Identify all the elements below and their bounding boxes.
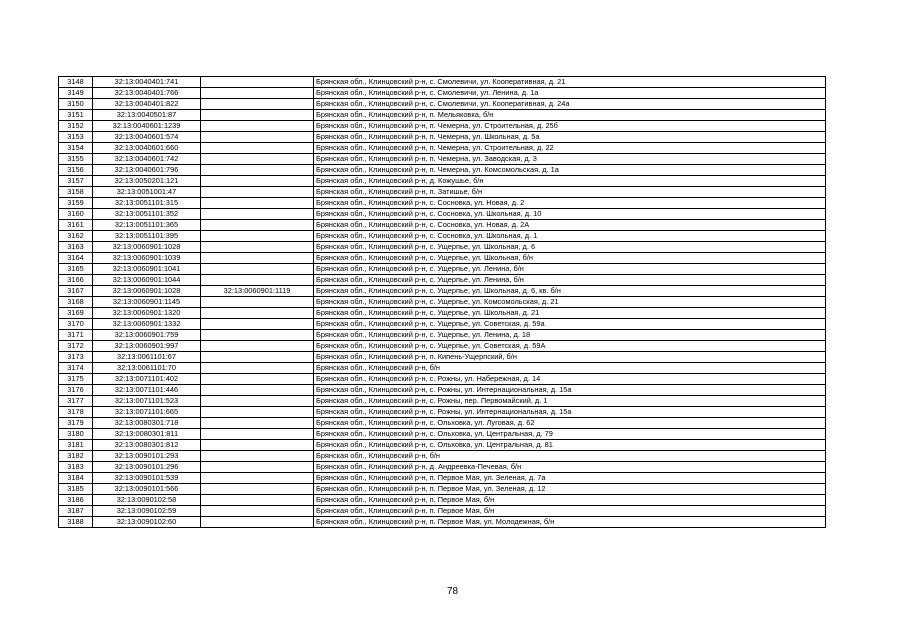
- row-number-cell: 3163: [59, 242, 93, 253]
- address-cell: Брянская обл., Клинцовский р-н, с. Смолевичи, ул. Ленина, д. 1а: [314, 88, 826, 99]
- row-number-cell: 3188: [59, 517, 93, 528]
- address-cell: Брянская обл., Клинцовский р-н, п. Чемерна, ул. Комсомольская, д. 1а: [314, 165, 826, 176]
- secondary-cadastral-number-cell: [201, 308, 314, 319]
- cadastral-number-cell: 32:13:0060901:1041: [93, 264, 201, 275]
- row-number-cell: 3149: [59, 88, 93, 99]
- table-row: [59, 176, 826, 187]
- cadastral-number-cell: 32:13:0060901:1320: [93, 308, 201, 319]
- address-cell: Брянская обл., Клинцовский р-н, с. Ущерпье, ул. Ленина, б/н: [314, 264, 826, 275]
- row-number-cell: 3153: [59, 132, 93, 143]
- table-body: [59, 77, 826, 528]
- address-cell: Брянская обл., Клинцовский р-н, с. Ольховка, ул. Луговая, д. 62: [314, 418, 826, 429]
- secondary-cadastral-number-cell: [201, 77, 314, 88]
- cadastral-number-cell: 32:13:0040601:1239: [93, 121, 201, 132]
- secondary-cadastral-number-cell: [201, 253, 314, 264]
- table-row: [59, 110, 826, 121]
- secondary-cadastral-number-cell: [201, 495, 314, 506]
- secondary-cadastral-number-cell: [201, 198, 314, 209]
- row-number-cell: 3159: [59, 198, 93, 209]
- secondary-cadastral-number-cell: [201, 517, 314, 528]
- row-number-cell: 3175: [59, 374, 93, 385]
- table-row: [59, 319, 826, 330]
- row-number-cell: 3177: [59, 396, 93, 407]
- row-number-cell: 3181: [59, 440, 93, 451]
- table-row: [59, 495, 826, 506]
- address-cell: Брянская обл., Клинцовский р-н, п. Кипень-Ущерпский, б/н: [314, 352, 826, 363]
- secondary-cadastral-number-cell: [201, 440, 314, 451]
- cadastral-number-cell: 32:13:0060901:1044: [93, 275, 201, 286]
- table-row: [59, 143, 826, 154]
- row-number-cell: 3170: [59, 319, 93, 330]
- row-number-cell: 3171: [59, 330, 93, 341]
- table-row: [59, 330, 826, 341]
- cadastral-number-cell: 32:13:0040601:660: [93, 143, 201, 154]
- cadastral-number-cell: 32:13:0090102:59: [93, 506, 201, 517]
- table-row: [59, 451, 826, 462]
- secondary-cadastral-number-cell: [201, 121, 314, 132]
- table-row: [59, 220, 826, 231]
- row-number-cell: 3179: [59, 418, 93, 429]
- cadastral-number-cell: 32:13:0051101:395: [93, 231, 201, 242]
- table-row: [59, 88, 826, 99]
- secondary-cadastral-number-cell: [201, 374, 314, 385]
- address-cell: Брянская обл., Клинцовский р-н, с. Смолевичи, ул. Кооперативная, д. 24а: [314, 99, 826, 110]
- address-cell: Брянская обл., Клинцовский р-н, с. Сосновка, ул. Школьная, д. 10: [314, 209, 826, 220]
- row-number-cell: 3174: [59, 363, 93, 374]
- secondary-cadastral-number-cell: [201, 319, 314, 330]
- table-row: [59, 242, 826, 253]
- address-cell: Брянская обл., Клинцовский р-н, с. Рожны, ул. Набережная, д. 14: [314, 374, 826, 385]
- table-row: [59, 154, 826, 165]
- row-number-cell: 3151: [59, 110, 93, 121]
- table-row: [59, 440, 826, 451]
- address-cell: Брянская обл., Клинцовский р-н, с. Сосновка, ул. Новая, д. 2: [314, 198, 826, 209]
- secondary-cadastral-number-cell: [201, 176, 314, 187]
- row-number-cell: 3166: [59, 275, 93, 286]
- address-cell: Брянская обл., Клинцовский р-н, п. Чемерна, ул. Строительная, д. 22: [314, 143, 826, 154]
- secondary-cadastral-number-cell: [201, 385, 314, 396]
- cadastral-number-cell: 32:13:0071101:402: [93, 374, 201, 385]
- table-row: [59, 99, 826, 110]
- row-number-cell: 3155: [59, 154, 93, 165]
- address-cell: Брянская обл., Клинцовский р-н, с. Ущерпье, ул. Советская, д. 59А: [314, 341, 826, 352]
- secondary-cadastral-number-cell: [201, 484, 314, 495]
- cadastral-number-cell: 32:13:0080301:812: [93, 440, 201, 451]
- address-cell: Брянская обл., Клинцовский р-н, с. Ущерпье, ул. Школьная, д. 6, кв. б/н: [314, 286, 826, 297]
- cadastral-number-cell: 32:13:0040401:741: [93, 77, 201, 88]
- secondary-cadastral-number-cell: [201, 264, 314, 275]
- row-number-cell: 3148: [59, 77, 93, 88]
- cadastral-number-cell: 32:13:0051101:315: [93, 198, 201, 209]
- cadastral-number-cell: 32:13:0090101:566: [93, 484, 201, 495]
- address-cell: Брянская обл., Клинцовский р-н, п. Чемерна, ул. Заводская, д. 3: [314, 154, 826, 165]
- row-number-cell: 3182: [59, 451, 93, 462]
- secondary-cadastral-number-cell: [201, 187, 314, 198]
- table-row: [59, 484, 826, 495]
- row-number-cell: 3169: [59, 308, 93, 319]
- secondary-cadastral-number-cell: [201, 88, 314, 99]
- cadastral-number-cell: 32:13:0061101:67: [93, 352, 201, 363]
- secondary-cadastral-number-cell: [201, 341, 314, 352]
- row-number-cell: 3154: [59, 143, 93, 154]
- table-row: [59, 286, 826, 297]
- address-cell: Брянская обл., Клинцовский р-н, с. Ущерпье, ул. Советская, д. 59а: [314, 319, 826, 330]
- row-number-cell: 3150: [59, 99, 93, 110]
- secondary-cadastral-number-cell: [201, 363, 314, 374]
- address-cell: Брянская обл., Клинцовский р-н, д. Андреевка-Печевая, б/н: [314, 462, 826, 473]
- address-cell: Брянская обл., Клинцовский р-н, п. Мельяковка, б/н: [314, 110, 826, 121]
- cadastral-number-cell: 32:13:0040601:796: [93, 165, 201, 176]
- address-cell: Брянская обл., Клинцовский р-н, с. Смолевичи, ул. Кооперативная, д. 21: [314, 77, 826, 88]
- secondary-cadastral-number-cell: [201, 231, 314, 242]
- page-number: 78: [446, 586, 459, 597]
- row-number-cell: 3187: [59, 506, 93, 517]
- row-number-cell: 3167: [59, 286, 93, 297]
- secondary-cadastral-number-cell: [201, 473, 314, 484]
- address-cell: Брянская обл., Клинцовский р-н, п. Чемерна, ул. Строительная, д. 25б: [314, 121, 826, 132]
- address-cell: Брянская обл., Клинцовский р-н, п. Первое Мая, ул. Молодежная, б/н: [314, 517, 826, 528]
- table-row: [59, 209, 826, 220]
- table-row: [59, 517, 826, 528]
- secondary-cadastral-number-cell: [201, 506, 314, 517]
- cadastral-number-cell: 32:13:0090101:293: [93, 451, 201, 462]
- cadastral-number-cell: 32:13:0051101:352: [93, 209, 201, 220]
- address-cell: Брянская обл., Клинцовский р-н, с. Рожны, ул. Интернациональная, д. 15а: [314, 407, 826, 418]
- row-number-cell: 3176: [59, 385, 93, 396]
- table-row: [59, 275, 826, 286]
- cadastral-number-cell: 32:13:0040401:766: [93, 88, 201, 99]
- cadastral-number-cell: 32:13:0060901:1028: [93, 286, 201, 297]
- cadastral-number-cell: 32:13:0090102:60: [93, 517, 201, 528]
- table-row: [59, 132, 826, 143]
- table-row: [59, 462, 826, 473]
- table-row: [59, 308, 826, 319]
- secondary-cadastral-number-cell: [201, 396, 314, 407]
- cadastral-number-cell: 32:13:0060901:1039: [93, 253, 201, 264]
- address-cell: Брянская обл., Клинцовский р-н, п. Чемерна, ул. Школьная, д. 5а: [314, 132, 826, 143]
- row-number-cell: 3180: [59, 429, 93, 440]
- table-row: [59, 429, 826, 440]
- row-number-cell: 3161: [59, 220, 93, 231]
- secondary-cadastral-number-cell: [201, 429, 314, 440]
- table-row: [59, 473, 826, 484]
- cadastral-number-cell: 32:13:0060901:759: [93, 330, 201, 341]
- cadastral-number-cell: 32:13:0061101:70: [93, 363, 201, 374]
- cadastral-number-cell: 32:13:0071101:446: [93, 385, 201, 396]
- table-row: [59, 165, 826, 176]
- cadastral-number-cell: 32:13:0040401:822: [93, 99, 201, 110]
- row-number-cell: 3178: [59, 407, 93, 418]
- address-cell: Брянская обл., Клинцовский р-н, п. Первое Мая, ул. Зеленая, д. 7а: [314, 473, 826, 484]
- address-cell: Брянская обл., Клинцовский р-н, с. Ущерпье, ул. Школьная, б/н: [314, 253, 826, 264]
- cadastral-number-cell: 32:13:0040601:742: [93, 154, 201, 165]
- cadastral-number-cell: 32:13:0090101:296: [93, 462, 201, 473]
- secondary-cadastral-number-cell: [201, 451, 314, 462]
- row-number-cell: 3152: [59, 121, 93, 132]
- secondary-cadastral-number-cell: [201, 418, 314, 429]
- cadastral-number-cell: 32:13:0071101:665: [93, 407, 201, 418]
- cadastral-number-cell: 32:13:0090102:58: [93, 495, 201, 506]
- address-cell: Брянская обл., Клинцовский р-н, с. Ольховка, ул. Центральная, д. 81: [314, 440, 826, 451]
- table-row: [59, 253, 826, 264]
- cadastral-number-cell: 32:13:0080301:811: [93, 429, 201, 440]
- table-row: [59, 77, 826, 88]
- table-row: [59, 396, 826, 407]
- cadastral-number-cell: 32:13:0051001:47: [93, 187, 201, 198]
- table-row: [59, 264, 826, 275]
- address-cell: Брянская обл., Клинцовский р-н, с. Ущерпье, ул. Школьная, д. 6: [314, 242, 826, 253]
- row-number-cell: 3160: [59, 209, 93, 220]
- secondary-cadastral-number-cell: [201, 462, 314, 473]
- address-cell: Брянская обл., Клинцовский р-н, с. Ущерпье, ул. Комсомольская, д. 21: [314, 297, 826, 308]
- address-cell: Брянская обл., Клинцовский р-н, с. Ущерпье, ул. Ленина, б/н: [314, 275, 826, 286]
- address-cell: Брянская обл., Клинцовский р-н, с. Сосновка, ул. Новая, д. 2А: [314, 220, 826, 231]
- secondary-cadastral-number-cell: [201, 330, 314, 341]
- table-row: [59, 385, 826, 396]
- table-row: [59, 231, 826, 242]
- table-row: [59, 374, 826, 385]
- address-cell: Брянская обл., Клинцовский р-н, с. Рожны, пер. Первомайский, д. 1: [314, 396, 826, 407]
- table-row: [59, 198, 826, 209]
- cadastral-number-cell: 32:13:0071101:523: [93, 396, 201, 407]
- secondary-cadastral-number-cell: [201, 275, 314, 286]
- secondary-cadastral-number-cell: [201, 154, 314, 165]
- table-row: [59, 407, 826, 418]
- secondary-cadastral-number-cell: [201, 220, 314, 231]
- row-number-cell: 3165: [59, 264, 93, 275]
- secondary-cadastral-number-cell: [201, 165, 314, 176]
- secondary-cadastral-number-cell: [201, 297, 314, 308]
- secondary-cadastral-number-cell: [201, 242, 314, 253]
- property-table: [58, 76, 826, 528]
- row-number-cell: 3184: [59, 473, 93, 484]
- row-number-cell: 3173: [59, 352, 93, 363]
- secondary-cadastral-number-cell: [201, 143, 314, 154]
- address-cell: Брянская обл., Клинцовский р-н, п. Затишье, б/н: [314, 187, 826, 198]
- cadastral-number-cell: 32:13:0080301:718: [93, 418, 201, 429]
- row-number-cell: 3186: [59, 495, 93, 506]
- address-cell: Брянская обл., Клинцовский р-н, б/н: [314, 363, 826, 374]
- cadastral-number-cell: 32:13:0090101:539: [93, 473, 201, 484]
- row-number-cell: 3185: [59, 484, 93, 495]
- cadastral-number-cell: 32:13:0050201:121: [93, 176, 201, 187]
- row-number-cell: 3164: [59, 253, 93, 264]
- row-number-cell: 3156: [59, 165, 93, 176]
- row-number-cell: 3158: [59, 187, 93, 198]
- row-number-cell: 3172: [59, 341, 93, 352]
- table-row: [59, 341, 826, 352]
- table-row: [59, 418, 826, 429]
- address-cell: Брянская обл., Клинцовский р-н, д. Кожушье, б/н: [314, 176, 826, 187]
- secondary-cadastral-number-cell: [201, 352, 314, 363]
- secondary-cadastral-number-cell: [201, 407, 314, 418]
- table-row: [59, 121, 826, 132]
- address-cell: Брянская обл., Клинцовский р-н, с. Ущерпье, ул. Ленина, д. 18: [314, 330, 826, 341]
- table-row: [59, 187, 826, 198]
- secondary-cadastral-number-cell: [201, 209, 314, 220]
- address-cell: Брянская обл., Клинцовский р-н, с. Ольховка, ул. Центральная, д. 79: [314, 429, 826, 440]
- address-cell: Брянская обл., Клинцовский р-н, п. Первое Мая, б/н: [314, 495, 826, 506]
- address-cell: Брянская обл., Клинцовский р-н, с. Ущерпье, ул. Школьная, д. 21: [314, 308, 826, 319]
- address-cell: Брянская обл., Клинцовский р-н, б/н: [314, 451, 826, 462]
- secondary-cadastral-number-cell: [201, 99, 314, 110]
- address-cell: Брянская обл., Клинцовский р-н, с. Сосновка, ул. Школьная, д. 1: [314, 231, 826, 242]
- address-cell: Брянская обл., Клинцовский р-н, п. Первое Мая, б/н: [314, 506, 826, 517]
- table-row: [59, 297, 826, 308]
- cadastral-number-cell: 32:13:0040501:87: [93, 110, 201, 121]
- cadastral-number-cell: 32:13:0040601:574: [93, 132, 201, 143]
- table-row: [59, 363, 826, 374]
- table-row: [59, 352, 826, 363]
- secondary-cadastral-number-cell: 32:13:0060901:1119: [201, 286, 314, 297]
- address-cell: Брянская обл., Клинцовский р-н, с. Рожны, ул. Интернациональная, д. 15а: [314, 385, 826, 396]
- secondary-cadastral-number-cell: [201, 110, 314, 121]
- row-number-cell: 3168: [59, 297, 93, 308]
- secondary-cadastral-number-cell: [201, 132, 314, 143]
- row-number-cell: 3183: [59, 462, 93, 473]
- row-number-cell: 3157: [59, 176, 93, 187]
- cadastral-number-cell: 32:13:0051101:365: [93, 220, 201, 231]
- cadastral-number-cell: 32:13:0060901:1332: [93, 319, 201, 330]
- table-row: [59, 506, 826, 517]
- address-cell: Брянская обл., Клинцовский р-н, п. Первое Мая, ул. Зеленая, д. 12: [314, 484, 826, 495]
- cadastral-number-cell: 32:13:0060901:1028: [93, 242, 201, 253]
- cadastral-number-cell: 32:13:0060901:1145: [93, 297, 201, 308]
- cadastral-number-cell: 32:13:0060901:997: [93, 341, 201, 352]
- row-number-cell: 3162: [59, 231, 93, 242]
